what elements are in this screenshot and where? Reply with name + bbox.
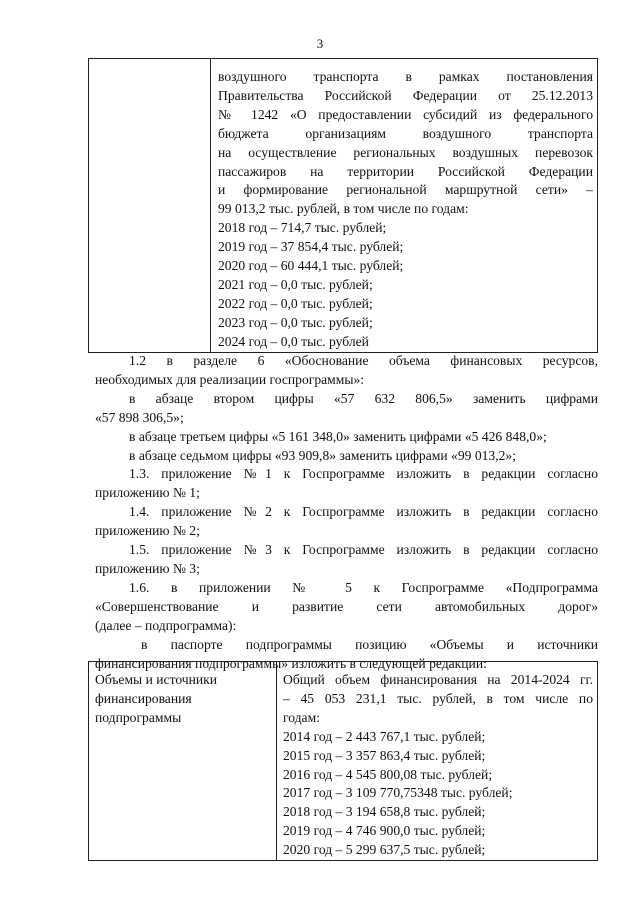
table2-year-line: 2017 год – 3 109 770,75348 тыс. рублей; (283, 785, 513, 801)
table2-year-line: 2019 год – 4 746 900,0 тыс. рублей; (283, 823, 486, 839)
table1-year-line: 2019 год – 37 854,4 тыс. рублей; (218, 239, 404, 255)
table2-line: годам: (283, 709, 320, 725)
table1-line: Правительства Российской Федерации от 25.12.2013 (218, 87, 593, 103)
paragraph-line: 1.2 в разделе 6 «Обоснование объема финансовых ресурсов, (129, 353, 598, 368)
amendment-text (95, 352, 598, 673)
paragraph-line: в паспорте подпрограммы позицию «Объемы и источники (141, 636, 598, 652)
table1-year-line: 2023 год – 0,0 тыс. рублей; (218, 314, 373, 330)
table1-line: бюджета организациям воздушного транспорта (218, 125, 593, 141)
paragraph-line: «Совершенствование и развитие сети автомобильных дорог» (95, 598, 598, 614)
table1-year-line: 2024 год – 0,0 тыс. рублей (218, 333, 369, 349)
table1-line: и формирование региональной маршрутной сети» – (218, 182, 593, 198)
paragraph-line: 1.5. приложение №3 к Госпрограмме изложить в редакции согласно (129, 542, 598, 558)
paragraph-line: 1.3. приложение №1 к Госпрограмме изложить в редакции согласно (129, 466, 598, 482)
table1-right-cell (211, 59, 598, 353)
table2-year-line: 2014 год – 2 443 767,1 тыс. рублей; (283, 728, 486, 744)
table1-left-cell (89, 59, 211, 353)
table2-year-line: 2015 год – 3 357 863,4 тыс. рублей; (283, 747, 486, 763)
paragraph-line: финансирования подпрограммы» изложить в следующей редакции: (95, 655, 487, 671)
table2-year-line: 2016 год – 4 545 800,08 тыс. рублей; (283, 766, 493, 782)
paragraph-line: в абзаце втором цифры «57 632 806,5» заменить цифрами (129, 390, 598, 406)
table2-year-line: 2018 год – 3 194 658,8 тыс. рублей; (283, 804, 486, 820)
paragraph-line: 1.6. в приложении № 5 к Госпрограмме «Подпрограмма (129, 579, 598, 595)
table1-line: пассажиров на территории Российской Федерации (218, 163, 593, 179)
table2-right-cell (277, 662, 598, 861)
paragraph-line: 1.4. приложение №2 к Госпрограмме изложить в редакции согласно (129, 504, 598, 520)
paragraph-line: необходимых для реализации госпрограммы»: (95, 371, 365, 387)
table1-line: № 1242 «О предоставлении субсидий из федерального (218, 106, 593, 122)
table1-line: 99 013,2 тыс. рублей, в том числе по годам: (218, 201, 469, 217)
table1-year-line: 2021 год – 0,0 тыс. рублей; (218, 276, 373, 292)
paragraph-line: (далее – подпрограмма): (95, 617, 237, 633)
table1-year-line: 2020 год – 60 444,1 тыс. рублей; (218, 258, 404, 274)
table2-left-cell (89, 662, 277, 861)
table2-label-line: Объемы и источники (95, 672, 218, 687)
paragraph-line: приложению № 1; (95, 485, 200, 501)
table2-line: Общий объем финансирования на 2014-2024 гг. (283, 672, 593, 687)
subprogram-funding-table (88, 661, 598, 861)
table2-year-line: 2020 год – 5 299 637,5 тыс. рублей; (283, 842, 486, 858)
paragraph-line: приложению № 2; (95, 523, 200, 539)
table2-line: – 45 053 231,1 тыс. рублей, в том числе по (283, 690, 593, 706)
paragraph-line: в абзаце седьмом цифры «93 909,8» заменить цифрами «99 013,2»; (129, 447, 516, 463)
funding-table-continuation (88, 58, 598, 353)
table2-label-line: подпрограммы (95, 709, 182, 725)
table2-label-line: финансирования (95, 690, 192, 706)
table1-year-line: 2022 год – 0,0 тыс. рублей; (218, 295, 373, 311)
page-number: 3 (316, 36, 324, 51)
table1-line: воздушного транспорта в рамках постановления (218, 69, 593, 84)
table1-line: на осуществление региональных воздушных перевозок (218, 144, 593, 160)
paragraph-line: «57 898 306,5»; (95, 409, 184, 425)
paragraph-line: приложению № 3; (95, 560, 200, 576)
table1-year-line: 2018 год – 714,7 тыс. рублей; (218, 220, 387, 236)
paragraph-line: в абзаце третьем цифры «5 161 348,0» заменить цифрами «5 426 848,0»; (129, 428, 547, 444)
